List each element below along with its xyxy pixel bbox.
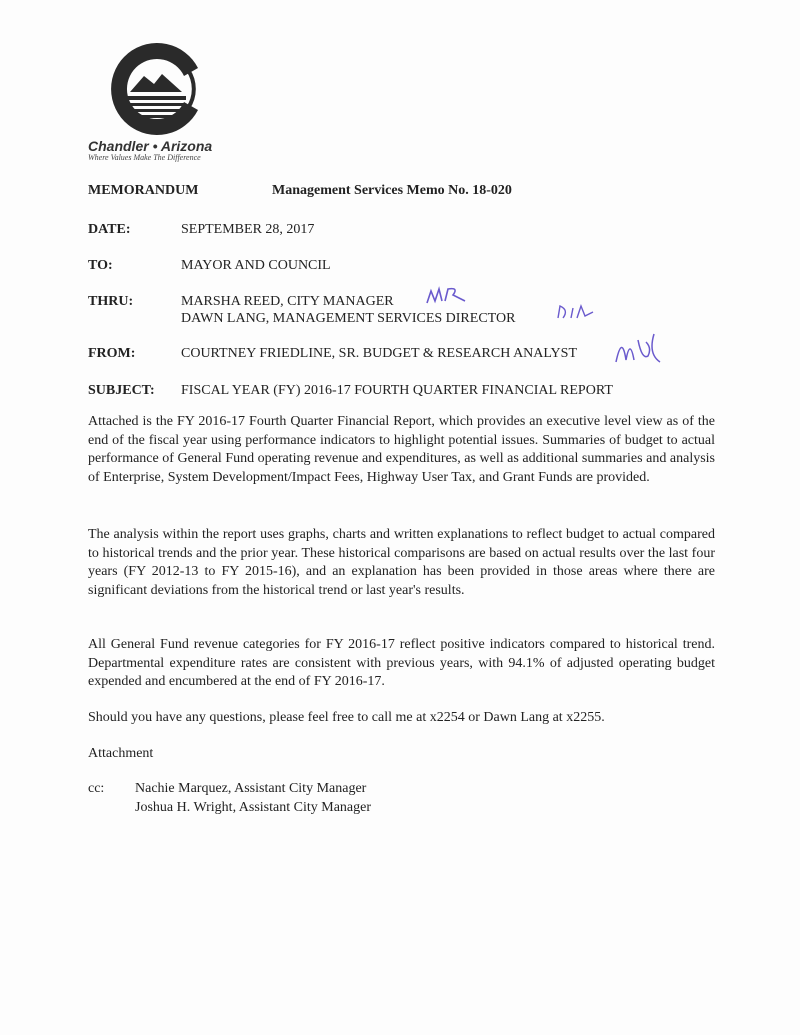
initials-dl-signature — [555, 300, 597, 324]
cc-recipient: Joshua H. Wright, Assistant City Manager — [135, 800, 371, 815]
cc-recipient: Nachie Marquez, Assistant City Manager — [135, 781, 367, 796]
body-paragraph-3: All General Fund revenue categories for FY 2016-17 reflect positive indicators compared to historical trend. Departmental expenditure rates are consistent with previous years, with 94.1% of adjusted operating budget expended and encumbered at the end of FY 2016-17. — [88, 637, 715, 690]
date-value: SEPTEMBER 28, 2017 — [181, 222, 315, 237]
thru-label: THRU: — [88, 294, 134, 309]
initials-cf-signature — [612, 330, 666, 370]
to-value: MAYOR AND COUNCIL — [181, 258, 331, 273]
thru-line-2: DAWN LANG, MANAGEMENT SERVICES DIRECTOR — [181, 311, 516, 326]
body-paragraph-1: Attached is the FY 2016-17 Fourth Quarter Financial Report, which provides an executive level view as of the end of the fiscal year using performance indicators to highlight potential issues. Summaries of budget to actual performance of General Fund operating revenue and expenditures, as well as additional summaries and analysis of Enterprise, System Development/Impact Fees, Highway User Tax, and Grant Funds are provided. — [88, 414, 715, 485]
subject-label: SUBJECT: — [88, 383, 155, 398]
body-paragraph-2: The analysis within the report uses graphs, charts and written explanations to reflect budget to actual compared to historical trends and the prior year. These historical comparisons are based on actual results over the last four years (FY 2012-13 to FY 2015-16), and an explanation has been provided in those areas where there are significant deviations from the historical trend or last year's results. — [88, 527, 715, 598]
body-paragraph-4: Should you have any questions, please feel free to call me at x2254 or Dawn Lang at x2255. — [88, 710, 605, 725]
cc-list — [135, 779, 371, 817]
org-tagline: Where Values Make The Difference — [88, 153, 201, 162]
attachment-line: Attachment — [88, 746, 154, 761]
initials-mr-signature — [425, 283, 475, 309]
from-label: FROM: — [88, 346, 136, 361]
memo-number: Management Services Memo No. 18-020 — [272, 183, 512, 198]
date-label: DATE: — [88, 222, 131, 237]
logo-emblem-icon — [102, 40, 212, 138]
to-label: TO: — [88, 258, 113, 273]
thru-line-1: MARSHA REED, CITY MANAGER — [181, 294, 394, 309]
org-name: Chandler • Arizona — [88, 138, 213, 154]
from-value: COURTNEY FRIEDLINE, SR. BUDGET & RESEARCH ANALYST — [181, 346, 577, 361]
memo-heading: MEMORANDUM — [88, 183, 199, 198]
cc-label: cc: — [88, 781, 105, 796]
subject-value: FISCAL YEAR (FY) 2016-17 FOURTH QUARTER FINANCIAL REPORT — [181, 383, 613, 398]
